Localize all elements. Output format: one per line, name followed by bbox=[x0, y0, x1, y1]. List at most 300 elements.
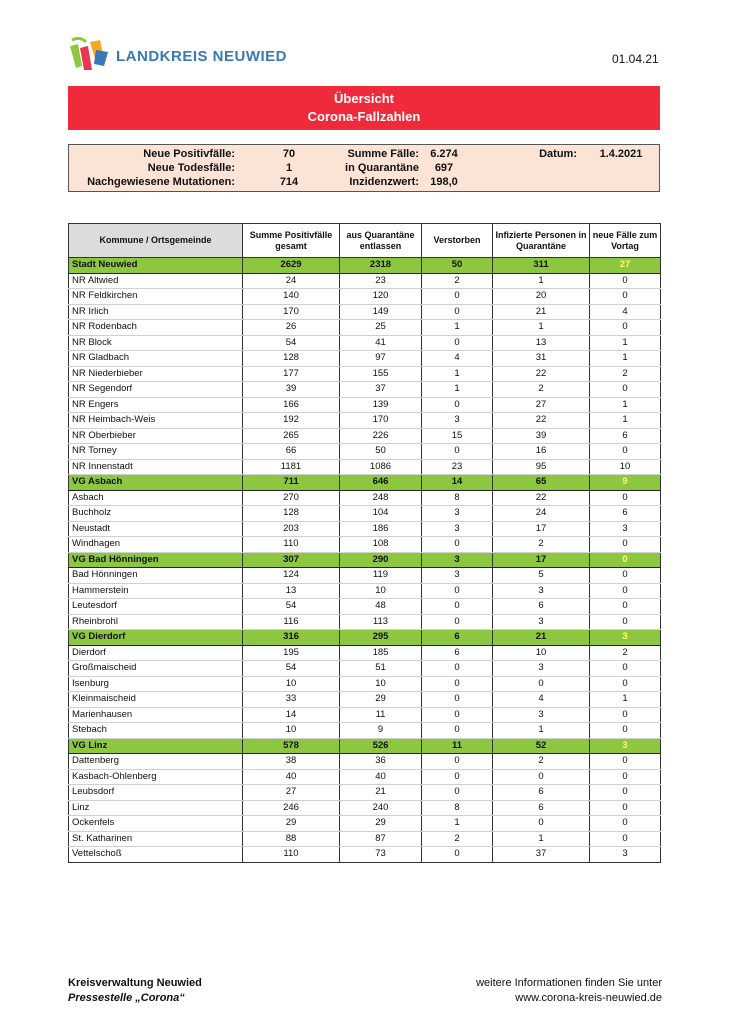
table-row bbox=[69, 614, 661, 630]
table-row bbox=[69, 831, 661, 847]
total-cell: 578 bbox=[243, 738, 340, 754]
released-cell: 48 bbox=[340, 599, 422, 615]
municipality-name: VG Dierdorf bbox=[69, 630, 243, 646]
case-table bbox=[68, 223, 661, 863]
quarantine-cell: 52 bbox=[493, 738, 590, 754]
footer-org: Kreisverwaltung Neuwied bbox=[68, 977, 202, 989]
new-cases-cell: 1 bbox=[590, 397, 661, 413]
total-cell: 203 bbox=[243, 521, 340, 537]
new-cases-cell: 0 bbox=[590, 723, 661, 739]
total-cell: 2629 bbox=[243, 258, 340, 274]
table-row bbox=[69, 692, 661, 708]
table-row bbox=[69, 382, 661, 398]
municipality-name: Kasbach-Ohlenberg bbox=[69, 769, 243, 785]
table-row bbox=[69, 459, 661, 475]
summary-box bbox=[68, 144, 660, 192]
municipality-name: NR Feldkirchen bbox=[69, 289, 243, 305]
released-cell: 23 bbox=[340, 273, 422, 289]
municipality-name: NR Torney bbox=[69, 444, 243, 460]
released-cell: 40 bbox=[340, 769, 422, 785]
group-row bbox=[69, 630, 661, 646]
total-cell: 270 bbox=[243, 490, 340, 506]
released-cell: 295 bbox=[340, 630, 422, 646]
deceased-cell: 8 bbox=[422, 490, 493, 506]
org-name: LANDKREIS NEUWIED bbox=[116, 47, 288, 65]
table-row bbox=[69, 769, 661, 785]
total-cell: 10 bbox=[243, 723, 340, 739]
table-header-row bbox=[69, 224, 661, 258]
quarantine-cell: 20 bbox=[493, 289, 590, 305]
released-cell: 41 bbox=[340, 335, 422, 351]
new-cases-cell: 0 bbox=[590, 661, 661, 677]
quarantine-cell: 27 bbox=[493, 397, 590, 413]
released-cell: 526 bbox=[340, 738, 422, 754]
new-cases-cell: 10 bbox=[590, 459, 661, 475]
quarantine-cell: 2 bbox=[493, 754, 590, 770]
quarantine-cell: 21 bbox=[493, 304, 590, 320]
new-cases-cell: 3 bbox=[590, 738, 661, 754]
quarantine-cell: 65 bbox=[493, 475, 590, 491]
deceased-cell: 4 bbox=[422, 351, 493, 367]
new-cases-cell: 1 bbox=[590, 335, 661, 351]
released-cell: 10 bbox=[340, 676, 422, 692]
total-cell: 128 bbox=[243, 351, 340, 367]
table-row bbox=[69, 320, 661, 336]
released-cell: 51 bbox=[340, 661, 422, 677]
released-cell: 29 bbox=[340, 692, 422, 708]
deceased-cell: 0 bbox=[422, 397, 493, 413]
municipality-name: Asbach bbox=[69, 490, 243, 506]
municipality-name: NR Block bbox=[69, 335, 243, 351]
new-positive-label: Neue Positivfälle: bbox=[143, 148, 235, 160]
table-row bbox=[69, 785, 661, 801]
new-cases-cell: 0 bbox=[590, 676, 661, 692]
released-cell: 119 bbox=[340, 568, 422, 584]
released-cell: 11 bbox=[340, 707, 422, 723]
quarantine-cell: 4 bbox=[493, 692, 590, 708]
mutations-value: 714 bbox=[279, 176, 299, 188]
quarantine-cell: 22 bbox=[493, 413, 590, 429]
deceased-cell: 0 bbox=[422, 754, 493, 770]
released-cell: 646 bbox=[340, 475, 422, 491]
total-cell: 195 bbox=[243, 645, 340, 661]
table-row bbox=[69, 397, 661, 413]
quarantine-value: 697 bbox=[434, 162, 454, 174]
total-cell: 54 bbox=[243, 599, 340, 615]
deceased-cell: 3 bbox=[422, 506, 493, 522]
total-cell: 192 bbox=[243, 413, 340, 429]
deceased-cell: 0 bbox=[422, 769, 493, 785]
quarantine-cell: 21 bbox=[493, 630, 590, 646]
deceased-cell: 3 bbox=[422, 521, 493, 537]
deceased-cell: 2 bbox=[422, 831, 493, 847]
municipality-name: Großmaischeid bbox=[69, 661, 243, 677]
col-header-total: Summe Positivfälle gesamt bbox=[243, 224, 340, 258]
new-cases-cell: 6 bbox=[590, 428, 661, 444]
quarantine-cell: 24 bbox=[493, 506, 590, 522]
released-cell: 1086 bbox=[340, 459, 422, 475]
table-row bbox=[69, 273, 661, 289]
quarantine-cell: 1 bbox=[493, 831, 590, 847]
released-cell: 290 bbox=[340, 552, 422, 568]
total-cell: 1181 bbox=[243, 459, 340, 475]
deceased-cell: 15 bbox=[422, 428, 493, 444]
quarantine-cell: 2 bbox=[493, 537, 590, 553]
table-row bbox=[69, 490, 661, 506]
new-cases-cell: 0 bbox=[590, 289, 661, 305]
total-cell: 29 bbox=[243, 816, 340, 832]
footer-info: weitere Informationen finden Sie unter bbox=[476, 977, 662, 989]
municipality-name: NR Rodenbach bbox=[69, 320, 243, 336]
quarantine-cell: 10 bbox=[493, 645, 590, 661]
released-cell: 248 bbox=[340, 490, 422, 506]
table-row bbox=[69, 366, 661, 382]
new-cases-cell: 1 bbox=[590, 692, 661, 708]
group-row bbox=[69, 552, 661, 568]
new-cases-cell: 0 bbox=[590, 769, 661, 785]
municipality-name: Dierdorf bbox=[69, 645, 243, 661]
total-cell: 10 bbox=[243, 676, 340, 692]
released-cell: 149 bbox=[340, 304, 422, 320]
title-line-2: Corona-Fallzahlen bbox=[307, 109, 421, 124]
footer-left bbox=[68, 976, 202, 1006]
quarantine-cell: 22 bbox=[493, 490, 590, 506]
new-cases-cell: 6 bbox=[590, 506, 661, 522]
quarantine-cell: 311 bbox=[493, 258, 590, 274]
new-cases-cell: 0 bbox=[590, 320, 661, 336]
new-cases-cell: 0 bbox=[590, 707, 661, 723]
municipality-name: NR Oberbieber bbox=[69, 428, 243, 444]
released-cell: 120 bbox=[340, 289, 422, 305]
total-cell: 88 bbox=[243, 831, 340, 847]
new-cases-cell: 3 bbox=[590, 847, 661, 863]
quarantine-cell: 22 bbox=[493, 366, 590, 382]
new-cases-cell: 1 bbox=[590, 413, 661, 429]
released-cell: 104 bbox=[340, 506, 422, 522]
quarantine-cell: 95 bbox=[493, 459, 590, 475]
released-cell: 36 bbox=[340, 754, 422, 770]
total-label: Summe Fälle: bbox=[347, 148, 419, 160]
municipality-name: Kleinmaischeid bbox=[69, 692, 243, 708]
total-cell: 54 bbox=[243, 661, 340, 677]
municipality-name: VG Bad Hönningen bbox=[69, 552, 243, 568]
table-row bbox=[69, 800, 661, 816]
quarantine-cell: 3 bbox=[493, 707, 590, 723]
deceased-cell: 0 bbox=[422, 847, 493, 863]
total-cell: 54 bbox=[243, 335, 340, 351]
quarantine-cell: 5 bbox=[493, 568, 590, 584]
incidence-value: 198,0 bbox=[430, 176, 458, 188]
deceased-cell: 0 bbox=[422, 537, 493, 553]
new-cases-cell: 0 bbox=[590, 614, 661, 630]
new-cases-cell: 0 bbox=[590, 273, 661, 289]
municipality-name: Vettelschoß bbox=[69, 847, 243, 863]
deceased-cell: 0 bbox=[422, 583, 493, 599]
released-cell: 29 bbox=[340, 816, 422, 832]
deceased-cell: 0 bbox=[422, 289, 493, 305]
new-cases-cell: 0 bbox=[590, 831, 661, 847]
table-row bbox=[69, 676, 661, 692]
released-cell: 108 bbox=[340, 537, 422, 553]
quarantine-cell: 17 bbox=[493, 552, 590, 568]
released-cell: 25 bbox=[340, 320, 422, 336]
municipality-name: NR Segendorf bbox=[69, 382, 243, 398]
quarantine-cell: 16 bbox=[493, 444, 590, 460]
table-row bbox=[69, 661, 661, 677]
landkreis-logo bbox=[66, 36, 287, 76]
new-deaths-value: 1 bbox=[285, 162, 293, 174]
table-row bbox=[69, 335, 661, 351]
total-cell: 116 bbox=[243, 614, 340, 630]
total-cell: 13 bbox=[243, 583, 340, 599]
total-cell: 40 bbox=[243, 769, 340, 785]
new-cases-cell: 3 bbox=[590, 630, 661, 646]
released-cell: 170 bbox=[340, 413, 422, 429]
deceased-cell: 6 bbox=[422, 630, 493, 646]
deceased-cell: 0 bbox=[422, 676, 493, 692]
quarantine-cell: 13 bbox=[493, 335, 590, 351]
released-cell: 185 bbox=[340, 645, 422, 661]
released-cell: 37 bbox=[340, 382, 422, 398]
released-cell: 9 bbox=[340, 723, 422, 739]
total-cell: 110 bbox=[243, 847, 340, 863]
deceased-cell: 23 bbox=[422, 459, 493, 475]
title-banner bbox=[68, 86, 660, 130]
table-row bbox=[69, 847, 661, 863]
released-cell: 226 bbox=[340, 428, 422, 444]
deceased-cell: 0 bbox=[422, 599, 493, 615]
quarantine-cell: 17 bbox=[493, 521, 590, 537]
deceased-cell: 8 bbox=[422, 800, 493, 816]
municipality-name: Ockenfels bbox=[69, 816, 243, 832]
table-row bbox=[69, 723, 661, 739]
total-cell: 33 bbox=[243, 692, 340, 708]
table-row bbox=[69, 537, 661, 553]
new-cases-cell: 3 bbox=[590, 521, 661, 537]
deceased-cell: 0 bbox=[422, 614, 493, 630]
table-row bbox=[69, 428, 661, 444]
quarantine-cell: 3 bbox=[493, 614, 590, 630]
municipality-name: Stebach bbox=[69, 723, 243, 739]
deceased-cell: 11 bbox=[422, 738, 493, 754]
total-value: 6.274 bbox=[430, 148, 458, 160]
new-cases-cell: 0 bbox=[590, 444, 661, 460]
table-row bbox=[69, 599, 661, 615]
deceased-cell: 0 bbox=[422, 661, 493, 677]
deceased-cell: 3 bbox=[422, 552, 493, 568]
deceased-cell: 14 bbox=[422, 475, 493, 491]
municipality-name: Bad Hönningen bbox=[69, 568, 243, 584]
new-cases-cell: 0 bbox=[590, 583, 661, 599]
total-cell: 39 bbox=[243, 382, 340, 398]
municipality-name: VG Asbach bbox=[69, 475, 243, 491]
new-cases-cell: 0 bbox=[590, 816, 661, 832]
deceased-cell: 0 bbox=[422, 692, 493, 708]
deceased-cell: 0 bbox=[422, 723, 493, 739]
group-row bbox=[69, 258, 661, 274]
group-row bbox=[69, 475, 661, 491]
quarantine-cell: 0 bbox=[493, 769, 590, 785]
col-header-municipality: Kommune / Ortsgemeinde bbox=[69, 224, 243, 258]
municipality-name: NR Irlich bbox=[69, 304, 243, 320]
mutations-label: Nachgewiesene Mutationen: bbox=[87, 176, 235, 188]
deceased-cell: 3 bbox=[422, 413, 493, 429]
col-header-new-cases: neue Fälle zum Vortag bbox=[590, 224, 661, 258]
table-row bbox=[69, 521, 661, 537]
total-cell: 24 bbox=[243, 273, 340, 289]
released-cell: 2318 bbox=[340, 258, 422, 274]
total-cell: 140 bbox=[243, 289, 340, 305]
municipality-name: NR Niederbieber bbox=[69, 366, 243, 382]
municipality-name: NR Heimbach-Weis bbox=[69, 413, 243, 429]
total-cell: 27 bbox=[243, 785, 340, 801]
table-row bbox=[69, 351, 661, 367]
table-body bbox=[69, 258, 661, 863]
total-cell: 38 bbox=[243, 754, 340, 770]
municipality-name: NR Altwied bbox=[69, 273, 243, 289]
deceased-cell: 0 bbox=[422, 335, 493, 351]
table-row bbox=[69, 413, 661, 429]
total-cell: 110 bbox=[243, 537, 340, 553]
quarantine-cell: 0 bbox=[493, 816, 590, 832]
table-row bbox=[69, 506, 661, 522]
quarantine-cell: 6 bbox=[493, 785, 590, 801]
municipality-name: Buchholz bbox=[69, 506, 243, 522]
total-cell: 316 bbox=[243, 630, 340, 646]
quarantine-cell: 31 bbox=[493, 351, 590, 367]
title-line-1: Übersicht bbox=[334, 91, 394, 106]
footer-url: www.corona-kreis-neuwied.de bbox=[515, 992, 662, 1004]
quarantine-cell: 0 bbox=[493, 676, 590, 692]
municipality-name: Linz bbox=[69, 800, 243, 816]
table-row bbox=[69, 583, 661, 599]
deceased-cell: 0 bbox=[422, 444, 493, 460]
new-cases-cell: 27 bbox=[590, 258, 661, 274]
table-row bbox=[69, 568, 661, 584]
total-cell: 166 bbox=[243, 397, 340, 413]
released-cell: 97 bbox=[340, 351, 422, 367]
municipality-name: Marienhausen bbox=[69, 707, 243, 723]
quarantine-cell: 6 bbox=[493, 599, 590, 615]
table-row bbox=[69, 816, 661, 832]
footer-right bbox=[440, 976, 662, 1006]
footer-press: Pressestelle „Corona“ bbox=[68, 992, 185, 1004]
total-cell: 177 bbox=[243, 366, 340, 382]
quarantine-label: in Quarantäne bbox=[345, 162, 419, 174]
col-header-deceased: Verstorben bbox=[422, 224, 493, 258]
municipality-name: Leubsdorf bbox=[69, 785, 243, 801]
col-header-released: aus Quarantäne entlassen bbox=[340, 224, 422, 258]
table-row bbox=[69, 444, 661, 460]
released-cell: 155 bbox=[340, 366, 422, 382]
new-cases-cell: 0 bbox=[590, 568, 661, 584]
deceased-cell: 6 bbox=[422, 645, 493, 661]
municipality-name: NR Innenstadt bbox=[69, 459, 243, 475]
municipality-name: Windhagen bbox=[69, 537, 243, 553]
table-row bbox=[69, 754, 661, 770]
municipality-name: St. Katharinen bbox=[69, 831, 243, 847]
municipality-name: VG Linz bbox=[69, 738, 243, 754]
municipality-name: Stadt Neuwied bbox=[69, 258, 243, 274]
total-cell: 246 bbox=[243, 800, 340, 816]
table-row bbox=[69, 304, 661, 320]
deceased-cell: 0 bbox=[422, 785, 493, 801]
released-cell: 113 bbox=[340, 614, 422, 630]
total-cell: 307 bbox=[243, 552, 340, 568]
released-cell: 50 bbox=[340, 444, 422, 460]
new-cases-cell: 0 bbox=[590, 537, 661, 553]
new-cases-cell: 0 bbox=[590, 599, 661, 615]
municipality-name: Leutesdorf bbox=[69, 599, 243, 615]
quarantine-cell: 37 bbox=[493, 847, 590, 863]
municipality-name: Hammerstein bbox=[69, 583, 243, 599]
new-cases-cell: 4 bbox=[590, 304, 661, 320]
group-row bbox=[69, 738, 661, 754]
new-cases-cell: 2 bbox=[590, 366, 661, 382]
deceased-cell: 1 bbox=[422, 366, 493, 382]
table-row bbox=[69, 707, 661, 723]
deceased-cell: 1 bbox=[422, 816, 493, 832]
released-cell: 186 bbox=[340, 521, 422, 537]
quarantine-cell: 1 bbox=[493, 273, 590, 289]
total-cell: 66 bbox=[243, 444, 340, 460]
quarantine-cell: 3 bbox=[493, 583, 590, 599]
total-cell: 124 bbox=[243, 568, 340, 584]
released-cell: 21 bbox=[340, 785, 422, 801]
table-row bbox=[69, 289, 661, 305]
incidence-label: Inzidenzwert: bbox=[349, 176, 419, 188]
total-cell: 14 bbox=[243, 707, 340, 723]
header-date: 01.04.21 bbox=[612, 52, 659, 66]
new-cases-cell: 0 bbox=[590, 552, 661, 568]
deceased-cell: 50 bbox=[422, 258, 493, 274]
landkreis-logo-icon bbox=[66, 36, 110, 76]
total-cell: 711 bbox=[243, 475, 340, 491]
total-cell: 26 bbox=[243, 320, 340, 336]
col-header-quarantine: Infizierte Personen in Quarantäne bbox=[493, 224, 590, 258]
municipality-name: Neustadt bbox=[69, 521, 243, 537]
deceased-cell: 1 bbox=[422, 320, 493, 336]
new-positive-value: 70 bbox=[282, 148, 296, 160]
deceased-cell: 0 bbox=[422, 707, 493, 723]
released-cell: 87 bbox=[340, 831, 422, 847]
new-cases-cell: 9 bbox=[590, 475, 661, 491]
deceased-cell: 1 bbox=[422, 382, 493, 398]
quarantine-cell: 1 bbox=[493, 320, 590, 336]
released-cell: 10 bbox=[340, 583, 422, 599]
municipality-name: Dattenberg bbox=[69, 754, 243, 770]
deceased-cell: 0 bbox=[422, 304, 493, 320]
quarantine-cell: 39 bbox=[493, 428, 590, 444]
total-cell: 170 bbox=[243, 304, 340, 320]
new-cases-cell: 1 bbox=[590, 351, 661, 367]
new-cases-cell: 2 bbox=[590, 645, 661, 661]
new-deaths-label: Neue Todesfälle: bbox=[147, 162, 235, 174]
total-cell: 265 bbox=[243, 428, 340, 444]
date-value: 1.4.2021 bbox=[599, 148, 643, 160]
municipality-name: NR Engers bbox=[69, 397, 243, 413]
new-cases-cell: 0 bbox=[590, 382, 661, 398]
quarantine-cell: 1 bbox=[493, 723, 590, 739]
municipality-name: NR Gladbach bbox=[69, 351, 243, 367]
deceased-cell: 3 bbox=[422, 568, 493, 584]
released-cell: 139 bbox=[340, 397, 422, 413]
quarantine-cell: 3 bbox=[493, 661, 590, 677]
new-cases-cell: 0 bbox=[590, 754, 661, 770]
date-label: Datum: bbox=[539, 148, 577, 160]
new-cases-cell: 0 bbox=[590, 800, 661, 816]
deceased-cell: 2 bbox=[422, 273, 493, 289]
